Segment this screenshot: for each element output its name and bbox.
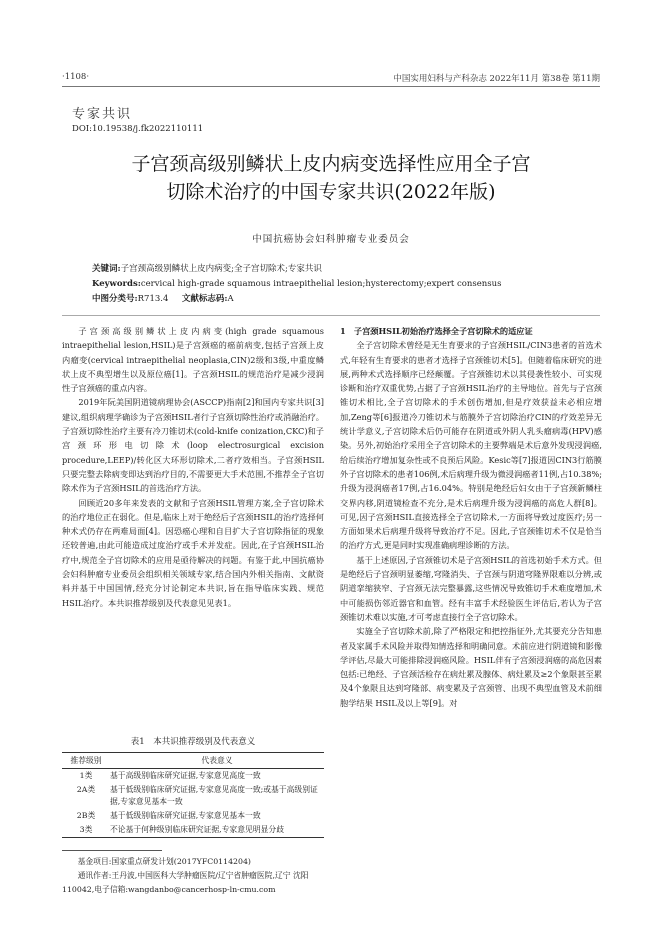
keywords-en-text: cervical high-grade squamous intraepithelial lesion;hysterectomy;expert consensus (140, 279, 502, 289)
table-cell-meaning: 基于高级别临床研究证据,专家意见高度一致 (110, 771, 261, 780)
footnotes (62, 855, 324, 897)
page-number: ·1108· (62, 72, 90, 82)
footnote-correspondence: 通讯作者:王丹波,中国医科大学肿瘤医院/辽宁省肿瘤医院,辽宁 沈阳 110042,电子信箱:wangdanbo@cancerhosp-ln-cmu.com (62, 871, 309, 894)
table-cell-level: 2B类 (76, 811, 96, 820)
journal-header: 中国实用妇科与产科杂志 2022年11月 第38卷 第11期 (393, 74, 600, 84)
table-cell-level: 3类 (62, 823, 110, 838)
table-cell-meaning: 不论基于何种级别临床研究证据,专家意见明显分歧 (110, 823, 324, 838)
left-column (62, 324, 324, 610)
doc-code-value: A (227, 294, 234, 304)
classification (92, 292, 572, 307)
metadata-block (92, 262, 572, 307)
footnote-funding: 基金项目:国家重点研发计划(2017YFC0114204) (77, 857, 251, 866)
header-rule (62, 86, 600, 87)
doi: DOI:10.19538/j.fk2022110111 (72, 124, 204, 134)
table-header-row (62, 753, 324, 769)
table-header-meaning: 代表意义 (110, 753, 324, 769)
paragraph: 回顾近20多年来发表的文献和子宫颈HSIL管理方案,全子宫切除术的治疗地位正在弱化。但是,临床上对于绝经后子宫颈HSIL的治疗选择何种术式仍存在两难局面[4]。因恐癌心理和自目扩大子宫切除指征的现象还较普遍,由此可能造成过度治疗或手术并发症。因此,在子宫颈HSIL治疗中,规范全子宫切除术的应用是亟待解决的问题。有鉴于此,中国抗癌协会妇科肿瘤专业委员会组织相关领域专家,结合国内外相关指南、文献资料并基于中国国情,经充分讨论制定本共识,旨在指导临床实践、规范HSIL治疗。本共识推荐级别及代表意见见表1。 (62, 497, 324, 608)
table-caption: 表1 本共识推荐级别及代表意义 (130, 737, 256, 747)
section-heading: 1 子宫颈HSIL初始治疗选择全子宫切除术的适应证 (340, 326, 533, 336)
metadata-rule (62, 315, 600, 316)
paragraph: 2019年阮美国阴道镜病理协会(ASCCP)指南[2]和国内专家共识[3]建议,组织病理学确诊为子宫颈HSIL者行子宫颈切除性治疗或消融治疗。子宫颈切除性治疗主要有冷刀锥切术(cold-knife conization,CKC)和子宫颈环形电切除术(loop electrosurgical excision procedure,LEEP)/转化区大环形切除术,二者疗效相当。子宫颈HSIL只要完整去除病变即达到治疗目的,不需要更大手术范围,不推荐全子宫切除术作为子宫颈HSIL的首选治疗方法。 (62, 397, 324, 494)
table-header-level: 推荐级别 (62, 753, 110, 769)
keywords-en-label: Keywords: (92, 279, 141, 289)
keywords-cn-label: 关键词: (92, 264, 121, 274)
table-row (62, 823, 324, 838)
title-line-1: 子宫颈高级别鳞状上皮内病变选择性应用全子宫 (131, 153, 531, 175)
doc-code-label: 文献标志码: (181, 294, 228, 304)
paper-title (60, 150, 602, 206)
title-line-2: 切除术治疗的中国专家共识(2022年版) (166, 181, 496, 203)
right-column (340, 324, 602, 710)
table-cell-level: 2A类 (76, 785, 96, 794)
table-row (62, 769, 324, 784)
table-cell-level: 1类 (79, 771, 93, 780)
paragraph: 子宫颈高级别鳞状上皮内病变(high grade squamous intraepithelial lesion,HSIL)是子宫颈癌的癌前病变,包括子宫颈上皮内瘤变(cervical intraepithelial neoplasia,CIN)2级和3级,中重度鳞状上皮不典型增生以及原位癌[1]。子宫颈HSIL的规范治疗是减少浸润性子宫颈癌的重点内容。 (62, 326, 324, 394)
keywords-en (92, 277, 572, 292)
recommendation-table (62, 752, 324, 838)
keywords-cn-text: 子宫颈高级别鳞状上皮内病变;全子宫切除术;专家共识 (120, 264, 322, 274)
paragraph: 全子宫切除术曾经是无生育要求的子宫颈HSIL/CIN3患者的首选术式,年轻有生育要求的患者才选择子宫颈锥切术[5]。但随着临床研究的进展,两种术式选择顺序已经颠覆。子宫颈锥切术以其侵袭性较小、可实现诊断和治疗双重优势,占据了子宫颈HSIL治疗的主导地位。首先与子宫颈锥切术相比,全子宫切除术的手术创伤增加,但是疗效获益未必相应增加,Zeng等[6]报道冷刀锥切术与筋膜外子宫切除治疗CIN的疗效差异无统计学意义,子宫切除术后仍可能存在阴道或外阴人乳头瘤病毒(HPV)感染。另外,初始治疗采用全子宫切除术的主要弊端是术后意外发现浸润癌,给后续治疗增加复杂性或不良预后风险。Kesic等[7]报道因CIN3行筋膜外子宫切除术的患者106例,术后病理升级为微浸润癌者11例,占10.38%;升级为浸润癌者17例,占16.04%。特别是绝经后妇女由于子宫颈新鳞柱交界内移,阴道镜检查不充分,是术后病理升级为浸润癌的高危人群[8]。可见,因子宫颈HSIL直接选择全子宫切除术,一方面将导致过度医疗;另一方面如果术后病理升级将导致治疗不足。因此,子宫颈锥切术不仅是恰当的治疗方式,更是同时实现准确病理诊断的方法。 (340, 340, 602, 551)
clc-value: R713.4 (137, 294, 169, 304)
table-cell-meaning: 基于低级别临床研究证据,专家意见基本一致 (110, 811, 261, 820)
table-cell-meaning: 基于低级别临床研究证据,专家意见高度一致;或基于高级别证据,专家意见基本一致 (110, 785, 318, 806)
table-row (62, 809, 324, 823)
column-label: 专家共识 (72, 107, 133, 122)
table-row (62, 783, 324, 809)
clc-label: 中图分类号: (92, 294, 138, 304)
paragraph: 实施全子宫切除术前,除了严格限定和把控指征外,尤其要充分告知患者及家属手术风险并取得知情选择和明确同意。术前应进行阴道镜和影像学评估,尽最大可能排除浸润癌风险。HSIL伴有子宫颈浸润癌的高危因素包括:已绝经、子宫颈活检存在病灶累及腺体、病灶累及≥2个象限甚至累及4个象限且达到穹隆部、病变累及子宫颈管、出现不典型血管及术前细胞学结果 HSIL及以上等[9]。对 (340, 626, 603, 708)
author: 中国抗癌协会妇科肿瘤专业委员会 (252, 234, 410, 245)
keywords-cn (92, 262, 572, 277)
footnote-rule (62, 850, 162, 851)
paragraph: 基于上述原因,子宫颈锥切术是子宫颈HSIL的首选初始手术方式。但是绝经后子宫颈明显萎缩,穹隆消失、子宫颈与阴道穹隆界限难以分辨,或阴道挛缩狭窄、子宫颈无法完整暴露,这些情况导致锥切手术难度增加,术中可能损伤邻近器官和血管。经有丰富手术经验医生评估后,若认为子宫颈锥切术难以实施,才可考虑直接行全子宫切除术。 (340, 554, 602, 622)
